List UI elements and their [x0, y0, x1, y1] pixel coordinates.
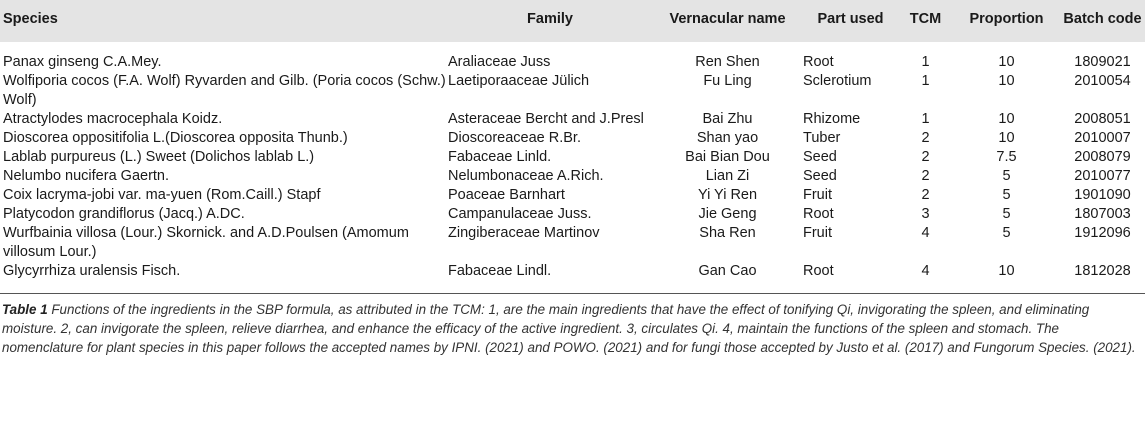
cell-tcm: 1	[921, 54, 930, 70]
table-row	[0, 167, 1145, 186]
cell-family: Araliaceae Juss	[448, 54, 551, 70]
cell-part: Rhizome	[803, 111, 861, 127]
table-row	[0, 42, 1145, 72]
caption-label: Table 1	[2, 302, 48, 317]
cell-vernacular: Gan Cao	[698, 263, 757, 279]
cell-tcm: 1	[921, 73, 930, 89]
header-species: Species	[3, 11, 58, 27]
table-row	[0, 224, 1145, 262]
cell-family: Nelumbonaceae A.Rich.	[448, 168, 604, 184]
cell-tcm: 2	[921, 187, 930, 203]
cell-proportion: 5	[1002, 225, 1011, 241]
cell-family: Poaceae Barnhart	[448, 187, 565, 203]
cell-batch: 2010077	[1074, 168, 1131, 184]
cell-family: Fabaceae Linld.	[448, 149, 552, 165]
cell-proportion: 5	[1002, 187, 1011, 203]
table-row	[0, 72, 1145, 110]
header-part: Part used	[817, 11, 884, 27]
cell-family: Asteraceae Bercht and J.Presl	[448, 111, 644, 127]
cell-part: Seed	[803, 149, 837, 165]
cell-species: Wolfiporia cocos (F.A. Wolf) Ryvarden and Gilb. (Poria cocos (Schw.) Wolf)	[3, 73, 446, 108]
cell-tcm: 2	[921, 168, 930, 184]
cell-part: Seed	[803, 168, 837, 184]
cell-vernacular: Shan yao	[696, 130, 759, 146]
header-proportion: Proportion	[969, 11, 1044, 27]
cell-batch: 1807003	[1074, 206, 1131, 222]
cell-species: Atractylodes macrocephala Koidz.	[3, 111, 223, 127]
cell-proportion: 5	[1002, 206, 1011, 222]
cell-part: Root	[803, 206, 834, 222]
header-family: Family	[527, 11, 573, 27]
cell-species: Glycyrrhiza uralensis Fisch.	[3, 263, 181, 279]
cell-vernacular: Bai Zhu	[702, 111, 753, 127]
cell-tcm: 2	[921, 130, 930, 146]
cell-part: Root	[803, 263, 834, 279]
cell-batch: 1809021	[1074, 54, 1131, 70]
cell-batch: 1812028	[1074, 263, 1131, 279]
cell-species: Panax ginseng C.A.Mey.	[3, 54, 162, 70]
cell-vernacular: Jie Geng	[698, 206, 757, 222]
cell-batch: 2010054	[1074, 73, 1131, 89]
cell-batch: 2008051	[1074, 111, 1131, 127]
cell-species: Platycodon grandiflorus (Jacq.) A.DC.	[3, 206, 245, 222]
cell-species: Lablab purpureus (L.) Sweet (Dolichos lablab L.)	[3, 149, 315, 165]
cell-batch: 1901090	[1074, 187, 1131, 203]
cell-part: Tuber	[803, 130, 841, 146]
cell-family: Laetiporaaceae Jülich	[448, 73, 590, 89]
cell-species: Wurfbainia villosa (Lour.) Skornick. and A.D.Poulsen (Amomum villosum Lour.)	[3, 225, 409, 260]
header-tcm: TCM	[909, 11, 942, 27]
cell-proportion: 10	[998, 111, 1015, 127]
cell-family: Dioscoreaceae R.Br.	[448, 130, 581, 146]
header-vernacular: Vernacular name	[669, 11, 786, 27]
cell-tcm: 3	[921, 206, 930, 222]
cell-proportion: 10	[998, 54, 1015, 70]
cell-batch: 1912096	[1074, 225, 1131, 241]
cell-family: Zingiberaceae Martinov	[448, 225, 600, 241]
cell-part: Root	[803, 54, 834, 70]
table-caption	[0, 294, 1145, 357]
cell-species: Dioscorea oppositifolia L.(Dioscorea opposita Thunb.)	[3, 130, 348, 146]
table-row	[0, 186, 1145, 205]
cell-proportion: 10	[998, 263, 1015, 279]
cell-species: Nelumbo nucifera Gaertn.	[3, 168, 170, 184]
table-row	[0, 110, 1145, 129]
cell-vernacular: Ren Shen	[695, 54, 760, 70]
header-batch: Batch code	[1063, 11, 1142, 27]
cell-vernacular: Fu Ling	[703, 73, 752, 89]
cell-tcm: 1	[921, 111, 930, 127]
cell-proportion: 10	[998, 130, 1015, 146]
table-row	[0, 129, 1145, 148]
cell-part: Sclerotium	[803, 73, 872, 89]
cell-vernacular: Lian Zi	[705, 168, 750, 184]
cell-tcm: 4	[921, 225, 930, 241]
cell-tcm: 2	[921, 149, 930, 165]
cell-part: Fruit	[803, 187, 832, 203]
cell-proportion: 5	[1002, 168, 1011, 184]
cell-batch: 2010007	[1074, 130, 1131, 146]
cell-family: Campanulaceae Juss.	[448, 206, 592, 222]
cell-part: Fruit	[803, 225, 832, 241]
cell-vernacular: Bai Bian Dou	[685, 149, 770, 165]
cell-vernacular: Yi Yi Ren	[697, 187, 758, 203]
cell-vernacular: Sha Ren	[699, 225, 756, 241]
cell-batch: 2008079	[1074, 149, 1131, 165]
cell-proportion: 10	[998, 73, 1015, 89]
caption-text: Functions of the ingredients in the SBP formula, as attributed in the TCM: 1, are the main ingredients that have the effect of tonifying Qi, invigorating the spleen, and eliminating moisture. 2, can invigorate the spleen, relieve diarrhea, and enhance the efficacy of the active ingredient. 3, circulates Qi. 4, maintain the functions of the spleen and stomach. The nomenclature for plant species in this paper follows the accepted names by IPNI. (2021) and POWO. (2021) and for fungi those accepted by Justo et al. (2017) and Fungorum Species. (2021).	[2, 302, 1136, 355]
cell-species: Coix lacryma-jobi var. ma-yuen (Rom.Caill.) Stapf	[3, 187, 321, 203]
table-row	[0, 148, 1145, 167]
table-header-row	[0, 0, 1145, 42]
table-row	[0, 262, 1145, 294]
cell-tcm: 4	[921, 263, 930, 279]
table-row	[0, 205, 1145, 224]
cell-family: Fabaceae Lindl.	[448, 263, 552, 279]
cell-proportion: 7.5	[996, 149, 1017, 165]
